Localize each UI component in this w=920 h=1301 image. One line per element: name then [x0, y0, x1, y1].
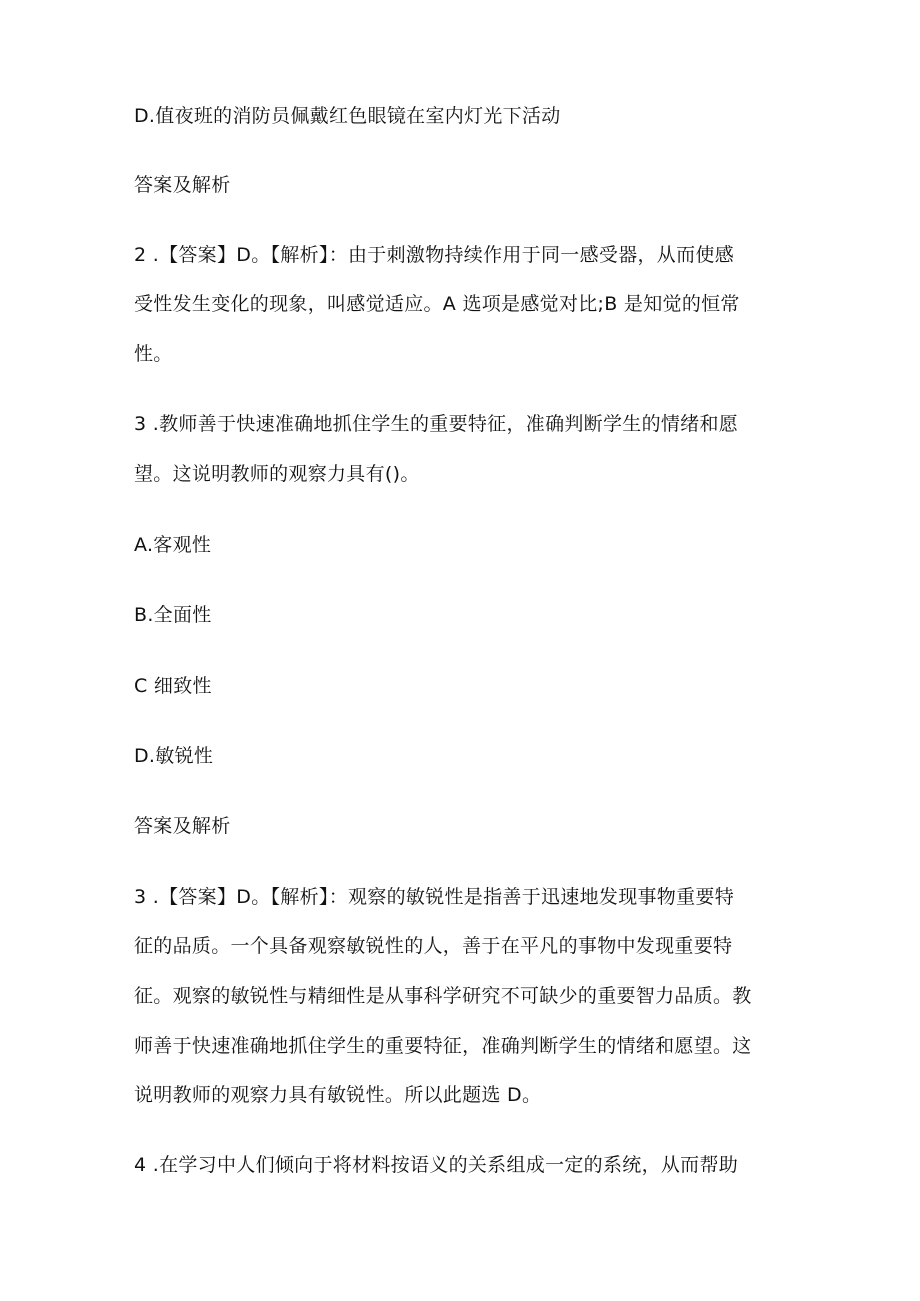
- answer-section-heading: 答案及解析: [134, 174, 231, 196]
- answer-section-heading: 答案及解析: [134, 815, 231, 837]
- answer-3-line-5: 说明教师的观察力具有敏锐性。所以此题选 D。: [134, 1084, 542, 1106]
- question-3-option-d: D.敏锐性: [134, 745, 214, 767]
- question-3-line-1: 3 .教师善于快速准确地抓住学生的重要特征，准确判断学生的情绪和愿: [134, 413, 739, 435]
- question-3-line-2: 望。这说明教师的观察力具有()。: [134, 463, 420, 485]
- answer-2-line-1: 2 .【答案】D。【解析】：由于刺激物持续作用于同一感受器，从而使感: [134, 244, 734, 266]
- question-3-option-c: C 细致性: [134, 675, 212, 697]
- question-3-option-a: A.客观性: [134, 534, 212, 556]
- answer-3-line-4: 师善于快速准确地抓住学生的重要特征，准确判断学生的情绪和愿望。这: [134, 1035, 752, 1057]
- question-3-option-b: B.全面性: [134, 604, 212, 626]
- answer-3-line-1: 3 .【答案】D。【解析】：观察的敏锐性是指善于迅速地发现事物重要特: [134, 886, 734, 908]
- option-d-prev-question: D.值夜班的消防员佩戴红色眼镜在室内灯光下活动: [134, 105, 561, 127]
- question-4-line-1: 4 .在学习中人们倾向于将材料按语义的关系组成一定的系统，从而帮助: [134, 1154, 739, 1176]
- answer-3-line-2: 征的品质。一个具备观察敏锐性的人，善于在平凡的事物中发现重要特: [134, 935, 733, 957]
- answer-3-line-3: 征。观察的敏锐性与精细性是从事科学研究不可缺少的重要智力品质。教: [134, 985, 752, 1007]
- answer-2-line-3: 性。: [134, 343, 173, 365]
- answer-2-line-2: 受性发生变化的现象，叫感觉适应。A 选项是感觉对比;B 是知觉的恒常: [134, 293, 740, 315]
